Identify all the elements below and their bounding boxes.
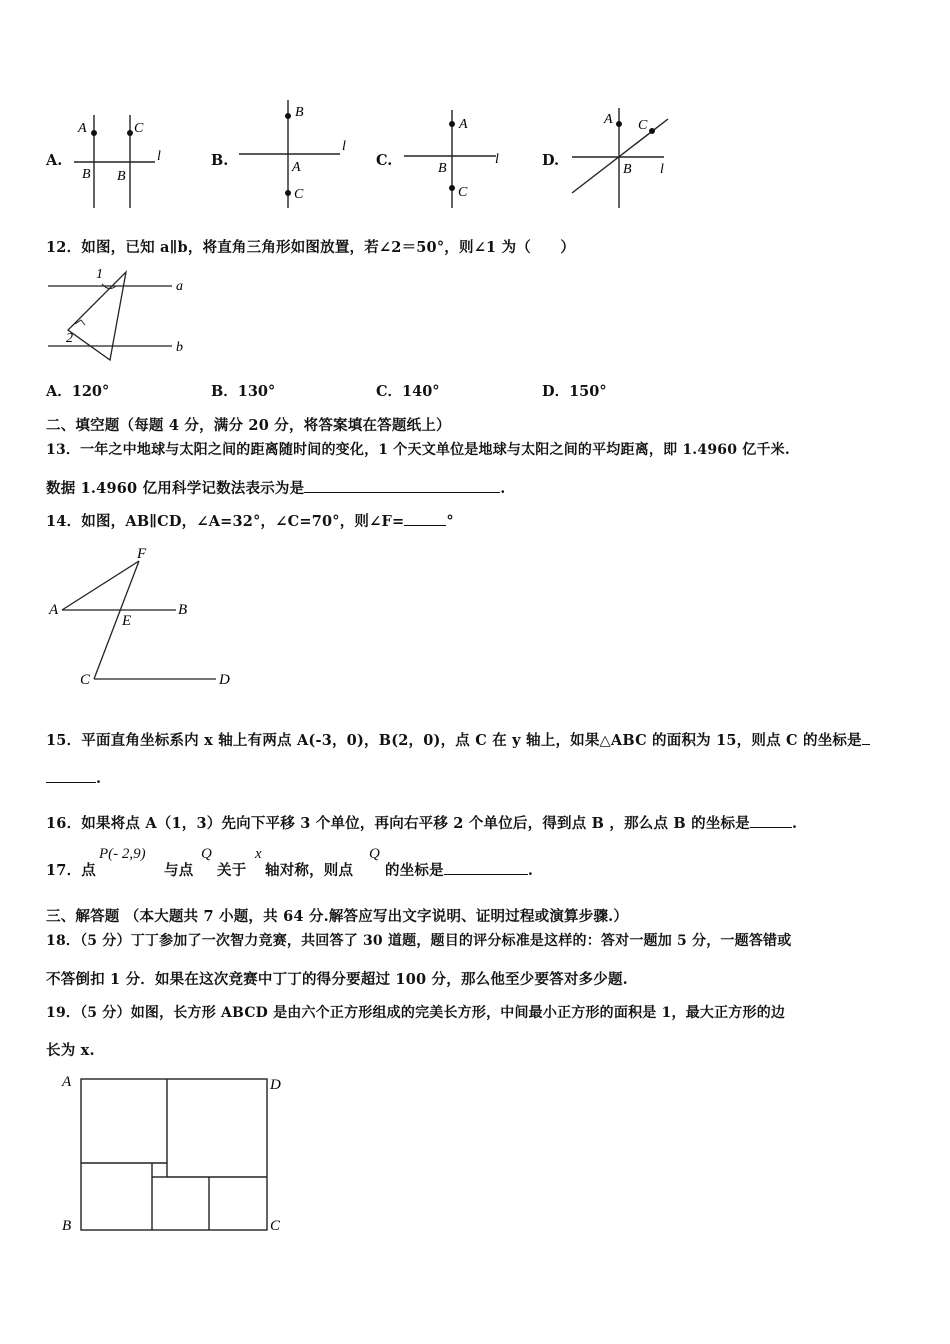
angle-1: 1 [96, 267, 103, 282]
point-a: A [62, 1074, 72, 1090]
q15-answer-blank-part1[interactable] [862, 730, 870, 745]
point-b: B [295, 105, 304, 120]
q13-line1: 13．一年之中地球与太阳之间的距离随时间的变化，1 个天文单位是地球与太阳之间的平均距离，即 1.4960 亿千米. [46, 442, 790, 458]
point-a: A [292, 160, 301, 175]
q13-line2 [46, 477, 506, 498]
section-2-title: 二、填空题（每题 4 分，满分 20 分，将答案填在答题纸上） [46, 417, 451, 434]
q12-option-c: C．140° [376, 383, 440, 400]
q15-line2-row [46, 768, 101, 787]
point-a: A [459, 117, 468, 132]
q16-row [46, 812, 797, 833]
line-b: b [176, 340, 183, 355]
line-l: l [342, 139, 346, 154]
point-a: A [49, 602, 59, 618]
q14-text-row [46, 510, 454, 531]
q13-end: . [500, 480, 506, 497]
q17-suffix-row [385, 859, 533, 880]
q13-answer-blank[interactable] [304, 478, 500, 493]
point-b1: B [82, 167, 91, 182]
point-c: C [270, 1218, 281, 1234]
q17-mid1: 与点 [164, 862, 194, 879]
q18-line1: 18．（5 分）丁丁参加了一次智力竞赛，共回答了 30 道题，题目的评分标准是这样的：答对一题加 5 分，一题答错或 [46, 933, 792, 949]
q12-option-b: B．130° [211, 383, 276, 400]
q14-answer-blank[interactable] [404, 511, 446, 526]
q12-option-a: A．120° [46, 383, 110, 400]
q11-option-a-label: A. [46, 152, 63, 169]
point-b: B [438, 161, 447, 176]
point-d: D [270, 1077, 281, 1093]
point-a: A [604, 112, 613, 127]
point-b: B [178, 602, 188, 618]
q17-mid3: 轴对称，则点 [265, 862, 354, 879]
point-c: C [134, 121, 144, 136]
q15-line1: 15．平面直角坐标系内 x 轴上有两点 A(-3，0)，B(2，0)，点 C 在 y 轴上，如果△ABC 的面积为 15，则点 C 的坐标是 [46, 732, 862, 749]
q17-q1: Q [201, 846, 212, 862]
q15-line1-row [46, 729, 870, 750]
q15-answer-blank-part2[interactable] [46, 768, 96, 783]
q17-end: . [527, 862, 534, 879]
point-c: C [638, 118, 648, 133]
point-b2: B [117, 169, 126, 184]
line-l: l [157, 149, 161, 164]
point-a: A [78, 121, 87, 136]
q11-option-a-figure [70, 110, 165, 210]
q19-figure [56, 1070, 296, 1240]
q12-figure [44, 262, 194, 366]
q11-option-c-figure [398, 108, 506, 210]
point-e: E [122, 613, 132, 629]
line-l: l [495, 152, 499, 167]
q14-text: 14．如图，AB∥CD，∠A=32°，∠C=70°，则∠F= [46, 513, 405, 530]
line-l: l [660, 162, 664, 177]
q11-option-d-figure [566, 105, 676, 210]
q16-text: 16．如果将点 A（1，3）先向下平移 3 个单位，再向右平移 2 个单位后，得到点 B ，那么点 B 的坐标是 [46, 815, 750, 832]
point-b: B [62, 1218, 72, 1234]
q14-figure [44, 542, 244, 690]
point-f: F [137, 546, 147, 562]
q19-line2: 长为 x. [46, 1042, 95, 1059]
q11-option-c-label: C. [376, 152, 393, 169]
q17-suffix: 的坐标是 [385, 862, 444, 879]
q11-option-b-label: B. [211, 152, 229, 169]
section-3-title: 三、解答题 （本大题共 7 小题，共 64 分.解答应写出文字说明、证明过程或演算步骤.） [46, 908, 629, 925]
q17-axis: x [255, 846, 262, 862]
q12-text: 12．如图，已知 a∥b，将直角三角形如图放置，若∠2＝50°，则∠1 为（ ） [46, 239, 576, 256]
q17-answer-blank[interactable] [444, 860, 528, 875]
q13-line2-text: 数据 1.4960 亿用科学记数法表示为是 [46, 480, 305, 497]
q15-end: . [96, 770, 102, 787]
point-c: C [294, 187, 304, 202]
q16-end: . [791, 815, 798, 832]
q18-line2: 不答倒扣 1 分．如果在这次竞赛中丁丁的得分要超过 100 分，那么他至少要答对多少题. [46, 971, 628, 988]
q14-end: ° [446, 513, 454, 530]
point-c: C [80, 672, 91, 688]
q16-answer-blank[interactable] [750, 813, 792, 828]
q17-point-p: P(- 2,9) [99, 846, 146, 862]
line-a: a [176, 279, 183, 294]
point-c: C [458, 185, 468, 200]
q12-option-d: D．150° [542, 383, 607, 400]
q11-option-b-figure [235, 98, 350, 210]
point-d: D [219, 672, 230, 688]
point-b: B [623, 162, 632, 177]
angle-2: 2 [66, 331, 73, 346]
q19-line1: 19．（5 分）如图，长方形 ABCD 是由六个正方形组成的完美长方形，中间最小正方形的面积是 1，最大正方形的边 [46, 1005, 786, 1021]
q17-q2: Q [369, 846, 380, 862]
q11-option-d-label: D. [542, 152, 560, 169]
q17-prefix: 17．点 [46, 862, 96, 879]
q17-mid2: 关于 [217, 862, 247, 879]
